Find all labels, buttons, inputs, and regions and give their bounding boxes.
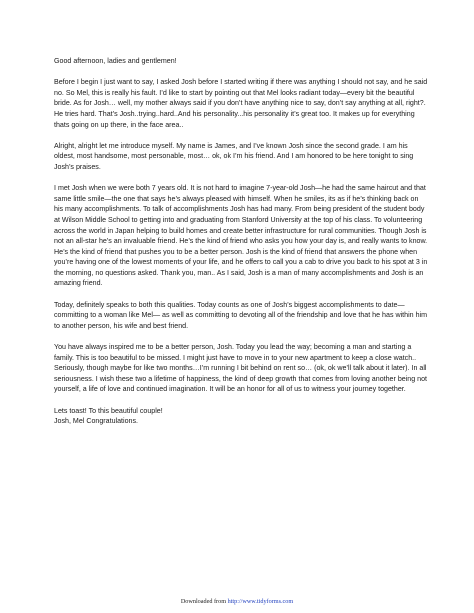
greeting: Good afternoon, ladies and gentlemen!: [54, 57, 177, 65]
footer-prefix: Downloaded from: [180, 598, 228, 605]
paragraph-inspiration: You have always inspired me to be a better person, Josh. Today you lead the way; becoming a man and starting a family. This is too beautiful to be missed. I might just have to move in to your new apartment to keep a close watch.. Seriously, though maybe for like two months…I’m running I bit behind on rent so… (ok, ok we’ll talk about it later). In all seriousness. I wish these two a lifetime of happiness, the kind of deep growth that comes from loving another being not yourself, a life of love and continued imagination. It will be an honor for all of us to witness your journey together.: [54, 343, 428, 394]
footer-link[interactable]: http://www.tidyforms.com: [227, 598, 294, 605]
closing-toast: Lets toast! To this beautiful couple!: [54, 406, 163, 415]
paragraph-history: I met Josh when we were both 7 years old. It is not hard to imagine 7-year-old Josh—he had the same haircut and that same little smile—the one that says he’s always pleased with himself. When he smiles, its as if he’s thinking back on his many accomplishments. To talk of accomplishments Josh has had many. From being president of the student body at Wilson Middle School to getting into and graduating from Stanford University at the top of his class. To volunteering across the world in Japan helping to build homes and create better infrastructure for rural communities. Though Josh is not an all-star he’s an invaluable friend. He’s the kind of friend who asks you how your day is, and really wants to know. He’s the kind of friend that pushes you to be a better person. Josh is the kind of friend that answers the phone when you’re having one of the lowest moments of your life, and he offers to call you a cab to drive you back to his spot at 3 in the morning, no questions asked. Thank you, man.. As I said, Josh is a man of many accomplishments and Josh is an amazing friend.: [54, 184, 428, 288]
closing-congrats: Josh, Mel Congratulations.: [54, 417, 138, 426]
download-footer: [0, 598, 474, 605]
paragraph-intro: Before I begin I just want to say, I asked Josh before I started writing if there was anything I should not say, and he said no. So Mel, this is really his fault. I’d like to start by pointing out that Mel looks radiant today—every bit the beautiful bride. As for Josh… well, my mother always said if you don’t have anything nice to say, don’t say anything at all, right?. He tries hard. That’s Josh..trying..hard..And his personality...his personality it’s great too. It makes up for everything thats going on up there, in the face area..: [54, 78, 428, 129]
paragraph-introduce: Alright, alright let me introduce myself. My name is James, and I’ve known Josh since the second grade. I am his oldest, most handsome, most personable, most… ok, ok I’m his friend. And I am honored to be here tonight to sing Josh’s praises.: [54, 141, 414, 171]
letter-body: [54, 56, 428, 427]
closing: [54, 406, 428, 427]
paragraph-today: Today, definitely speaks to both this qualities. Today counts as one of Josh’s biggest accomplishments to date—committing to a woman like Mel— as well as committing to devoting all of the friendship and love that he has within him to another person, his wife and best friend.: [54, 300, 427, 330]
